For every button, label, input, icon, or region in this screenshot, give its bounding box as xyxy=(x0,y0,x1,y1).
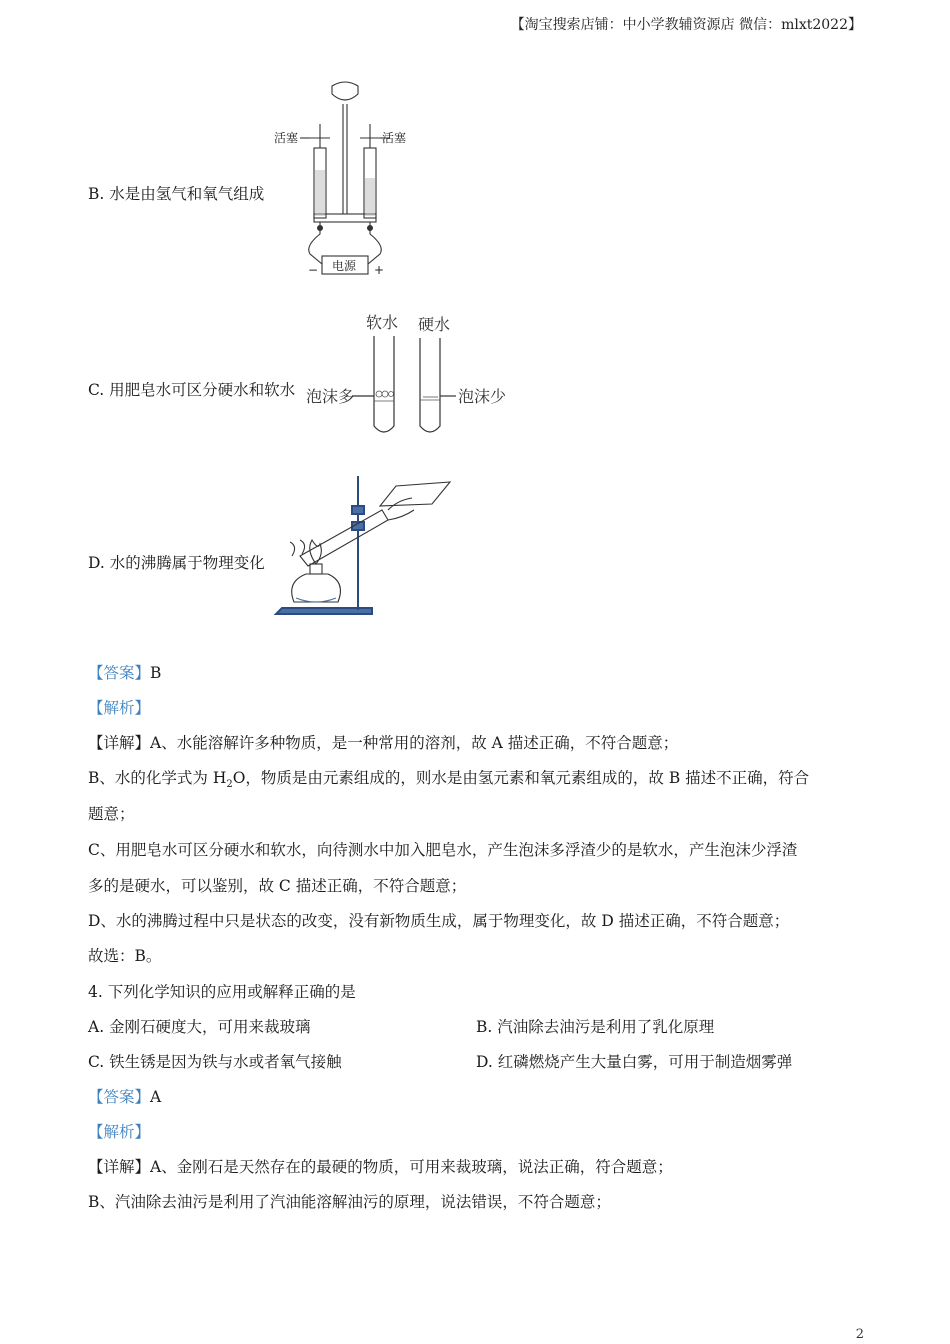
foam-more-label: 泡沫多 xyxy=(306,387,355,406)
minus-label: − xyxy=(308,263,319,277)
plus-label: + xyxy=(374,263,385,277)
q4-analysis-tag: 【解析】 xyxy=(88,1123,151,1141)
detail-tag: 【详解】 xyxy=(88,734,151,752)
foam-less-label: 泡沫少 xyxy=(458,387,507,406)
q4-option-b: B. 汽油除去油污是利用了乳化原理 xyxy=(476,1018,715,1036)
valve-left-label: 活塞 xyxy=(274,131,299,145)
subscript: 2 xyxy=(226,779,233,791)
boiling-water-apparatus-figure xyxy=(272,470,454,622)
q3-detail-c1: C、用肥皂水可区分硬水和软水，向待测水中加入肥皂水，产生泡沫多浮渣少的是软水，产生泡沫少浮渣 xyxy=(88,841,798,859)
q3-detail-d: D、水的沸腾过程中只是状态的改变，没有新物质生成，属于物理变化，故 D 描述正确，不符合题意； xyxy=(88,912,790,930)
electrolysis-apparatus-figure xyxy=(270,74,420,282)
q3-detail-b2: 题意； xyxy=(88,805,135,823)
valve-right-label: 活塞 xyxy=(382,131,407,145)
answer-value: B xyxy=(150,664,162,682)
q3-analysis-tag: 【解析】 xyxy=(88,699,151,717)
page-number: 2 xyxy=(855,1327,864,1342)
q3-answer-line xyxy=(88,661,161,683)
q3-conclusion: 故选：B。 xyxy=(88,947,162,965)
q3-detail-a xyxy=(88,731,678,753)
q4-option-a: A. 金刚石硬度大，可用来裁玻璃 xyxy=(88,1018,311,1036)
q3-detail-c2: 多的是硬水，可以鉴别，故 C 描述正确，不符合题意； xyxy=(88,877,467,895)
page-header: 【淘宝搜索店铺：中小学教辅资源店 微信：mlxt2022】 xyxy=(510,17,862,33)
option-b-text: B. 水是由氢气和氧气组成 xyxy=(88,185,265,203)
option-c-text: C. 用肥皂水可区分硬水和软水 xyxy=(88,381,296,399)
option-d-text: D. 水的沸腾属于物理变化 xyxy=(88,554,265,572)
detail-text: A、水能溶解许多种物质，是一种常用的溶剂，故 A 描述正确，不符合题意； xyxy=(150,734,679,752)
answer-tag: 【答案】 xyxy=(88,1088,151,1106)
detail-text: B、水的化学式为 H xyxy=(88,769,227,787)
q4-stem: 4. 下列化学知识的应用或解释正确的是 xyxy=(88,983,356,1001)
soap-water-test-tubes-figure xyxy=(306,310,516,440)
answer-tag: 【答案】 xyxy=(88,664,151,682)
q4-option-c: C. 铁生锈是因为铁与水或者氧气接触 xyxy=(88,1053,342,1071)
q4-detail-b: B、汽油除去油污是利用了汽油能溶解油污的原理，说法错误，不符合题意； xyxy=(88,1193,611,1211)
power-label: 电源 xyxy=(332,259,357,273)
detail-text: A、金刚石是天然存在的最硬的物质，可用来裁玻璃，说法正确，符合题意； xyxy=(150,1158,673,1176)
q3-detail-b1 xyxy=(88,766,809,790)
detail-text: O，物质是由元素组成的，则水是由氢元素和氧元素组成的，故 B 描述不正确，符合 xyxy=(232,769,810,787)
detail-tag: 【详解】 xyxy=(88,1158,151,1176)
answer-value: A xyxy=(150,1088,162,1106)
soft-water-label: 软水 xyxy=(366,313,399,332)
q4-option-d: D. 红磷燃烧产生大量白雾，可用于制造烟雾弹 xyxy=(476,1053,793,1071)
q4-detail-a xyxy=(88,1155,673,1177)
q4-answer-line xyxy=(88,1085,161,1107)
hard-water-label: 硬水 xyxy=(418,315,451,334)
